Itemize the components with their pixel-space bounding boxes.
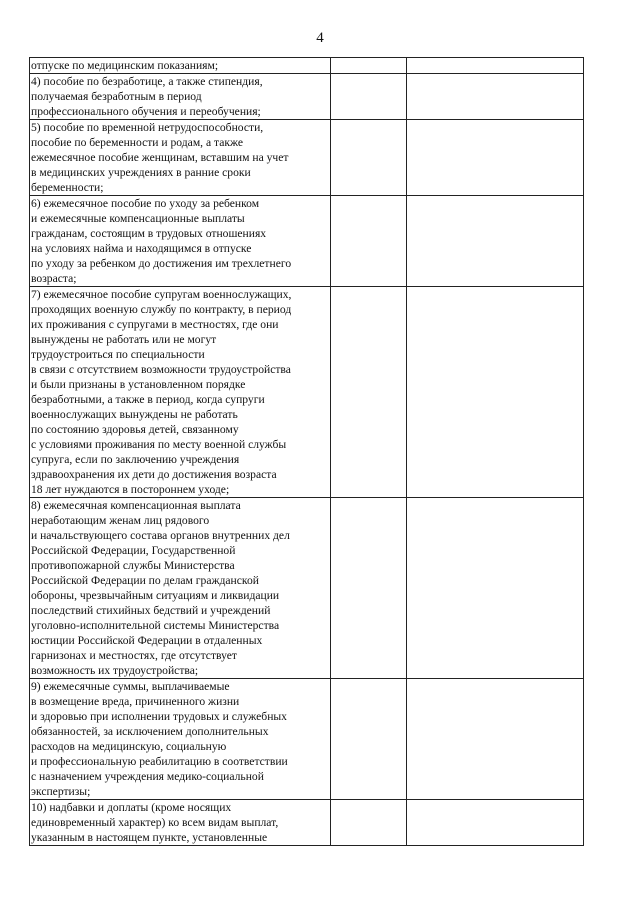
cell-text-line: возраста; — [31, 272, 77, 285]
cell-text-line: по состоянию здоровья детей, связанному — [31, 423, 239, 436]
table-row — [30, 58, 584, 74]
table-row — [30, 800, 584, 846]
income-type-cell — [30, 287, 331, 498]
income-type-cell — [30, 196, 331, 287]
cell-text-line: гражданам, состоящим в трудовых отношениях — [31, 227, 267, 240]
cell-text-line: возможность их трудоустройства; — [31, 664, 199, 677]
income-type-cell — [30, 74, 331, 120]
cell-text-line: получаемая безработным в период — [31, 90, 202, 103]
cell-text-line: пособие по беременности и родам, а также — [31, 136, 243, 149]
empty-value-cell — [407, 74, 584, 120]
empty-value-cell — [331, 498, 407, 679]
cell-text-line: экспертизы; — [31, 785, 91, 798]
cell-text-line: противопожарной службы Министерства — [31, 559, 235, 572]
table-row — [30, 679, 584, 800]
cell-text-line: Российской Федерации по делам гражданской — [31, 574, 259, 587]
empty-value-cell — [407, 498, 584, 679]
cell-text-line: ежемесячное пособие женщинам, вставшим на учет — [31, 151, 289, 164]
empty-value-cell — [331, 120, 407, 196]
income-type-cell — [30, 679, 331, 800]
page-number: 4 — [316, 30, 324, 46]
cell-text-line: на условиях найма и находящимся в отпуске — [31, 242, 252, 255]
cell-text-line: юстиции Российской Федерации в отдаленных — [31, 634, 263, 647]
cell-text-line: 6) ежемесячное пособие по уходу за ребенком — [31, 197, 260, 210]
empty-value-cell — [407, 196, 584, 287]
cell-text-line: указанным в настоящем пункте, установленные — [31, 831, 268, 844]
cell-text-line: уголовно-исполнительной системы Министерства — [31, 619, 280, 632]
income-type-cell — [30, 58, 331, 74]
cell-text-line: 8) ежемесячная компенсационная выплата — [31, 499, 241, 512]
cell-text-line: 7) ежемесячное пособие супругам военнослужащих, — [31, 288, 292, 301]
cell-text-line: единовременный характер) ко всем видам выплат, — [31, 816, 279, 829]
cell-text-line: по уходу за ребенком до достижения им трехлетнего — [31, 257, 292, 270]
cell-text-line: и профессиональную реабилитацию в соответствии — [31, 755, 288, 768]
table-row — [30, 498, 584, 679]
table-body — [30, 58, 584, 846]
table-row — [30, 287, 584, 498]
cell-text-line: 4) пособие по безработице, а также стипендия, — [31, 75, 263, 88]
cell-text-line: 9) ежемесячные суммы, выплачиваемые — [31, 680, 230, 693]
cell-text-line: 10) надбавки и доплаты (кроме носящих — [31, 801, 232, 814]
cell-text-line: трудоустроиться по специальности — [31, 348, 205, 361]
empty-value-cell — [331, 74, 407, 120]
cell-text-line: последствий стихийных бедствий и учреждений — [31, 604, 271, 617]
cell-text-line: супруга, если по заключению учреждения — [31, 453, 240, 466]
empty-value-cell — [407, 58, 584, 74]
cell-text-line: 5) пособие по временной нетрудоспособности, — [31, 121, 264, 134]
table-row — [30, 74, 584, 120]
cell-text-line: в связи с отсутствием возможности трудоустройства — [31, 363, 291, 376]
cell-text-line: Российской Федерации, Государственной — [31, 544, 236, 557]
empty-value-cell — [407, 287, 584, 498]
cell-text-line: вынуждены не работать или не могут — [31, 333, 217, 346]
empty-value-cell — [331, 58, 407, 74]
empty-value-cell — [331, 196, 407, 287]
cell-text-line: безработными, а также в период, когда супруги — [31, 393, 265, 406]
income-type-cell — [30, 498, 331, 679]
cell-text-line: здравоохранения их дети до достижения возраста — [31, 468, 277, 481]
cell-text-line: беременности; — [31, 181, 104, 194]
cell-text-line: гарнизонах и местностях, где отсутствует — [31, 649, 237, 662]
cell-text-line: обороны, чрезвычайным ситуациям и ликвидации — [31, 589, 280, 602]
income-type-cell — [30, 120, 331, 196]
cell-text-line: профессионального обучения и переобучения; — [31, 105, 261, 118]
empty-value-cell — [407, 679, 584, 800]
income-table — [29, 57, 584, 846]
cell-text-line: с назначением учреждения медико-социальной — [31, 770, 264, 783]
empty-value-cell — [407, 800, 584, 846]
cell-text-line: в медицинских учреждениях в ранние сроки — [31, 166, 251, 179]
cell-text-line: и ежемесячные компенсационные выплаты — [31, 212, 245, 225]
empty-value-cell — [331, 287, 407, 498]
cell-text-line: обязанностей, за исключением дополнительных — [31, 725, 269, 738]
cell-text-line: проходящих военную службу по контракту, в период — [31, 303, 292, 316]
cell-text-line: в возмещение вреда, причиненного жизни — [31, 695, 240, 708]
cell-text-line: неработающим женам лиц рядового — [31, 514, 210, 527]
cell-text-line: и начальствующего состава органов внутренних дел — [31, 529, 290, 542]
cell-text-line: с условиями проживания по месту военной службы — [31, 438, 287, 451]
cell-text-line: их проживания с супругами в местностях, где они — [31, 318, 279, 331]
table-row — [30, 120, 584, 196]
cell-text-line: военнослужащих вынуждены не работать — [31, 408, 238, 421]
cell-text-line: отпуске по медицинским показаниям; — [31, 59, 219, 72]
cell-text-line: и были признаны в установленном порядке — [31, 378, 246, 391]
table-row — [30, 196, 584, 287]
cell-text-line: 18 лет нуждаются в постороннем уходе; — [31, 483, 230, 496]
income-type-cell — [30, 800, 331, 846]
empty-value-cell — [407, 120, 584, 196]
empty-value-cell — [331, 679, 407, 800]
cell-text-line: и здоровью при исполнении трудовых и служебных — [31, 710, 287, 723]
empty-value-cell — [331, 800, 407, 846]
cell-text-line: расходов на медицинскую, социальную — [31, 740, 227, 753]
